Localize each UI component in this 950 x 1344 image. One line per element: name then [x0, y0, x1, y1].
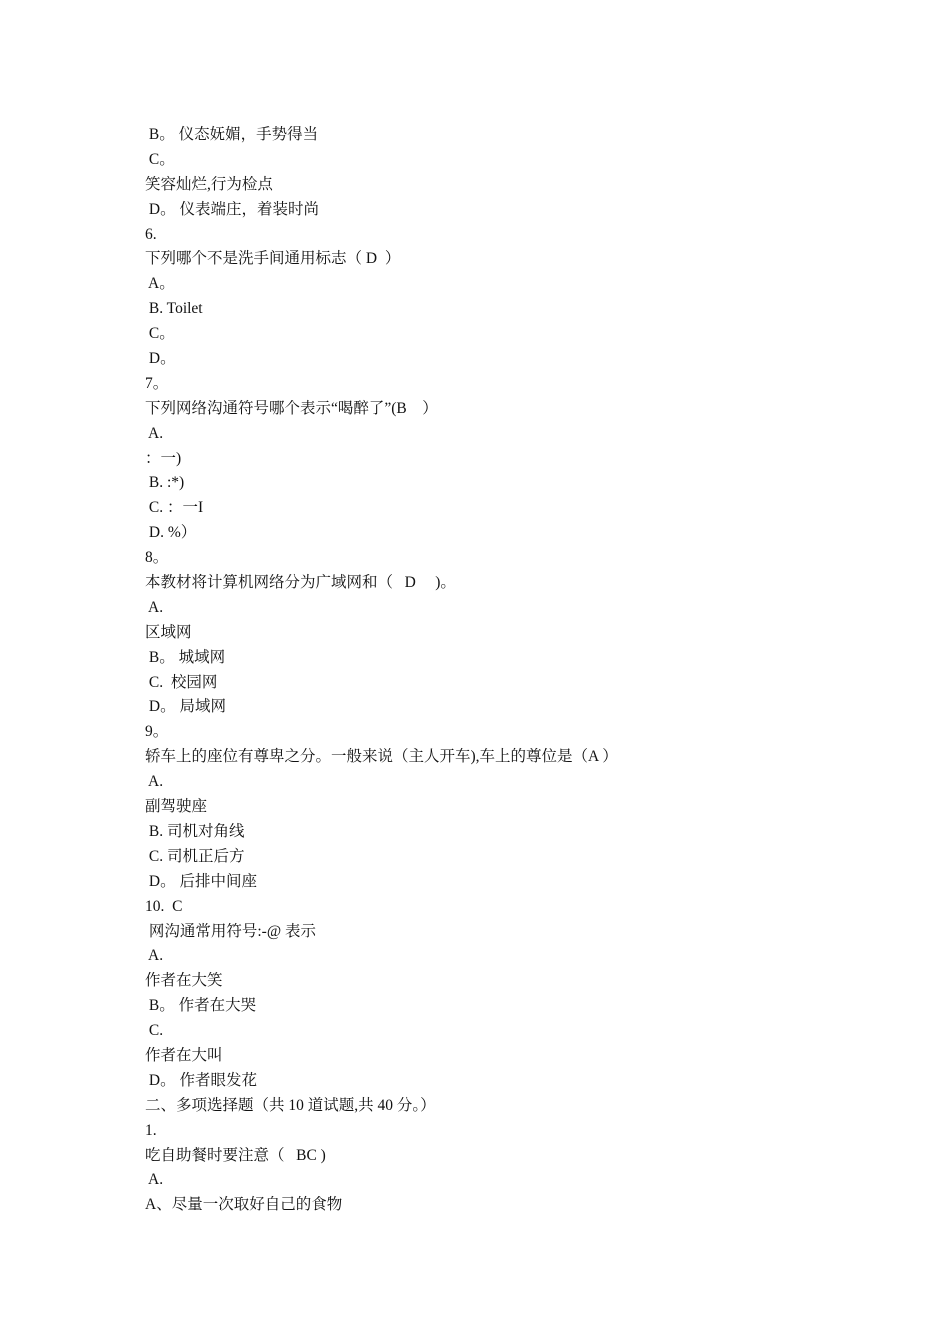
option-a-text: A、尽量一次取好自己的食物: [145, 1196, 343, 1214]
question-text: 网沟通常用符号:-@ 表示: [145, 922, 316, 940]
option-b: B。 城域网: [145, 648, 226, 666]
option-a: A.: [145, 947, 164, 965]
option-a-text: 区域网: [145, 623, 192, 641]
option-d: D。: [145, 350, 176, 368]
section-heading: 二、多项选择题（共 10 道试题,共 40 分。）: [145, 1096, 436, 1114]
option-a: A.: [145, 424, 164, 442]
question-text: 轿车上的座位有尊卑之分。一般来说（主人开车),车上的尊位是（A ）: [145, 748, 618, 766]
option-b: B. Toilet: [145, 300, 203, 318]
option-c: C. 司机正后方: [145, 847, 245, 865]
text-line: B。 仪态妩媚，手势得当: [145, 126, 319, 143]
option-d: D。 局域网: [145, 698, 226, 716]
question-number: 8。: [145, 549, 169, 567]
option-b: B. 司机对角线: [145, 822, 245, 840]
text-line: C。: [145, 150, 175, 168]
question-text: 下列哪个不是洗手间通用标志（ D ）: [145, 250, 401, 268]
document-body: [145, 123, 845, 1218]
question-text: 本教材将计算机网络分为广域网和（ D )。: [145, 574, 456, 592]
option-a: A.: [145, 773, 164, 791]
option-d: D. %）: [145, 524, 197, 542]
option-d: D。 作者眼发花: [145, 1071, 257, 1089]
question-number: 7。: [145, 374, 169, 392]
option-b: B。 作者在大哭: [145, 997, 257, 1015]
option-a: A.: [145, 598, 164, 616]
text-line: 笑容灿烂,行为检点: [145, 175, 273, 193]
option-d: D。 后排中间座: [145, 872, 257, 890]
option-c-text: 作者在大叫: [145, 1046, 223, 1064]
option-a: A.: [145, 1171, 164, 1189]
question-number: 6.: [145, 225, 157, 243]
option-a-text: 副驾驶座: [145, 798, 208, 816]
option-c: C. 校园网: [145, 673, 218, 691]
option-b: B. :*): [145, 474, 185, 492]
option-c: C。: [145, 325, 175, 343]
question-text: 下列网络沟通符号哪个表示“喝醉了”(B ）: [145, 399, 438, 417]
question-text: 吃自助餐时要注意（ BC ): [145, 1146, 326, 1164]
question-number: 10. C: [145, 897, 183, 915]
question-number: 9。: [145, 723, 169, 741]
option-a-text: 作者在大笑: [145, 972, 223, 990]
option-c: C.: [145, 1022, 164, 1040]
question-number: 1.: [145, 1121, 157, 1139]
option-a: A。: [145, 275, 175, 293]
option-a-text: ：一): [145, 449, 182, 467]
text-line: D。 仪表端庄，着装时尚: [145, 200, 319, 218]
option-c: C. ：一I: [145, 499, 204, 517]
